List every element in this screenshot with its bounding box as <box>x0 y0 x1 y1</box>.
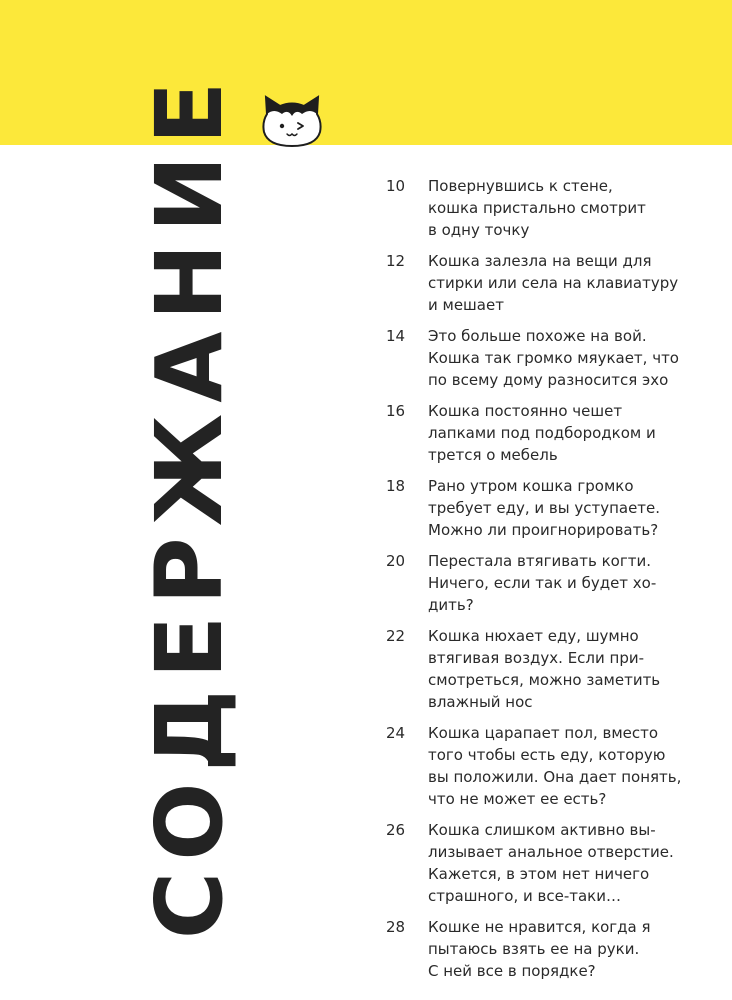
toc-entry-text: Кошка постоянно чешет лапками под подбородком и трется о мебель <box>428 402 656 464</box>
toc-entry-text: Это больше похоже на вой. Кошка так громко мяукает, что по всему дому разносится эхо <box>428 327 679 389</box>
toc-entry-text: Кошка слишком активно вы- лизывает анальное отверстие. Кажется, в этом нет ничего страшного, и все-таки… <box>428 821 674 905</box>
toc-page-number: 24 <box>386 724 406 742</box>
toc-page-number: 22 <box>386 627 406 645</box>
cat-face-winking-icon <box>258 92 326 150</box>
toc-entry[interactable] <box>386 722 686 810</box>
toc-entry[interactable] <box>386 819 686 907</box>
toc-entry[interactable] <box>386 625 686 713</box>
toc-entry[interactable] <box>386 400 686 466</box>
toc-entry-text: Перестала втягивать когти. Ничего, если так и будет хо- дить? <box>428 552 657 614</box>
toc-entry[interactable] <box>386 325 686 391</box>
toc-entry-text: Кошка царапает пол, вместо того чтобы есть еду, которую вы положили. Она дает понять, что не может ее есть? <box>428 724 682 808</box>
toc-page-number: 20 <box>386 552 406 570</box>
toc-entry-text: Кошке не нравится, когда я пытаюсь взять ее на руки. С ней все в порядке? <box>428 918 651 980</box>
toc-entry[interactable] <box>386 550 686 616</box>
toc-entry[interactable] <box>386 250 686 316</box>
toc-entry[interactable] <box>386 475 686 541</box>
title-container <box>136 70 243 940</box>
toc-entry[interactable] <box>386 175 686 241</box>
toc-entry-text: Рано утром кошка громко требует еду, и вы уступаете. Можно ли проигнорировать? <box>428 477 661 539</box>
toc-entry-text: Кошка нюхает еду, шумно втягивая воздух. Если при- смотреться, можно заметить влажный нос <box>428 627 661 711</box>
toc-page-number: 12 <box>386 252 406 270</box>
page-title: СОДЕРЖАНИЕ <box>136 70 243 940</box>
table-of-contents <box>386 175 686 991</box>
toc-entry-text: Кошка залезла на вещи для стирки или села на клавиатуру и мешает <box>428 252 679 314</box>
toc-page-number: 18 <box>386 477 406 495</box>
toc-entry[interactable] <box>386 916 686 982</box>
toc-page-number: 26 <box>386 821 406 839</box>
toc-page-number: 14 <box>386 327 406 345</box>
toc-page-number: 10 <box>386 177 406 195</box>
toc-page-number: 16 <box>386 402 406 420</box>
toc-page-number: 28 <box>386 918 406 936</box>
yellow-header-band <box>0 0 732 145</box>
toc-entry-text: Повернувшись к стене, кошка пристально смотрит в одну точку <box>428 177 646 239</box>
